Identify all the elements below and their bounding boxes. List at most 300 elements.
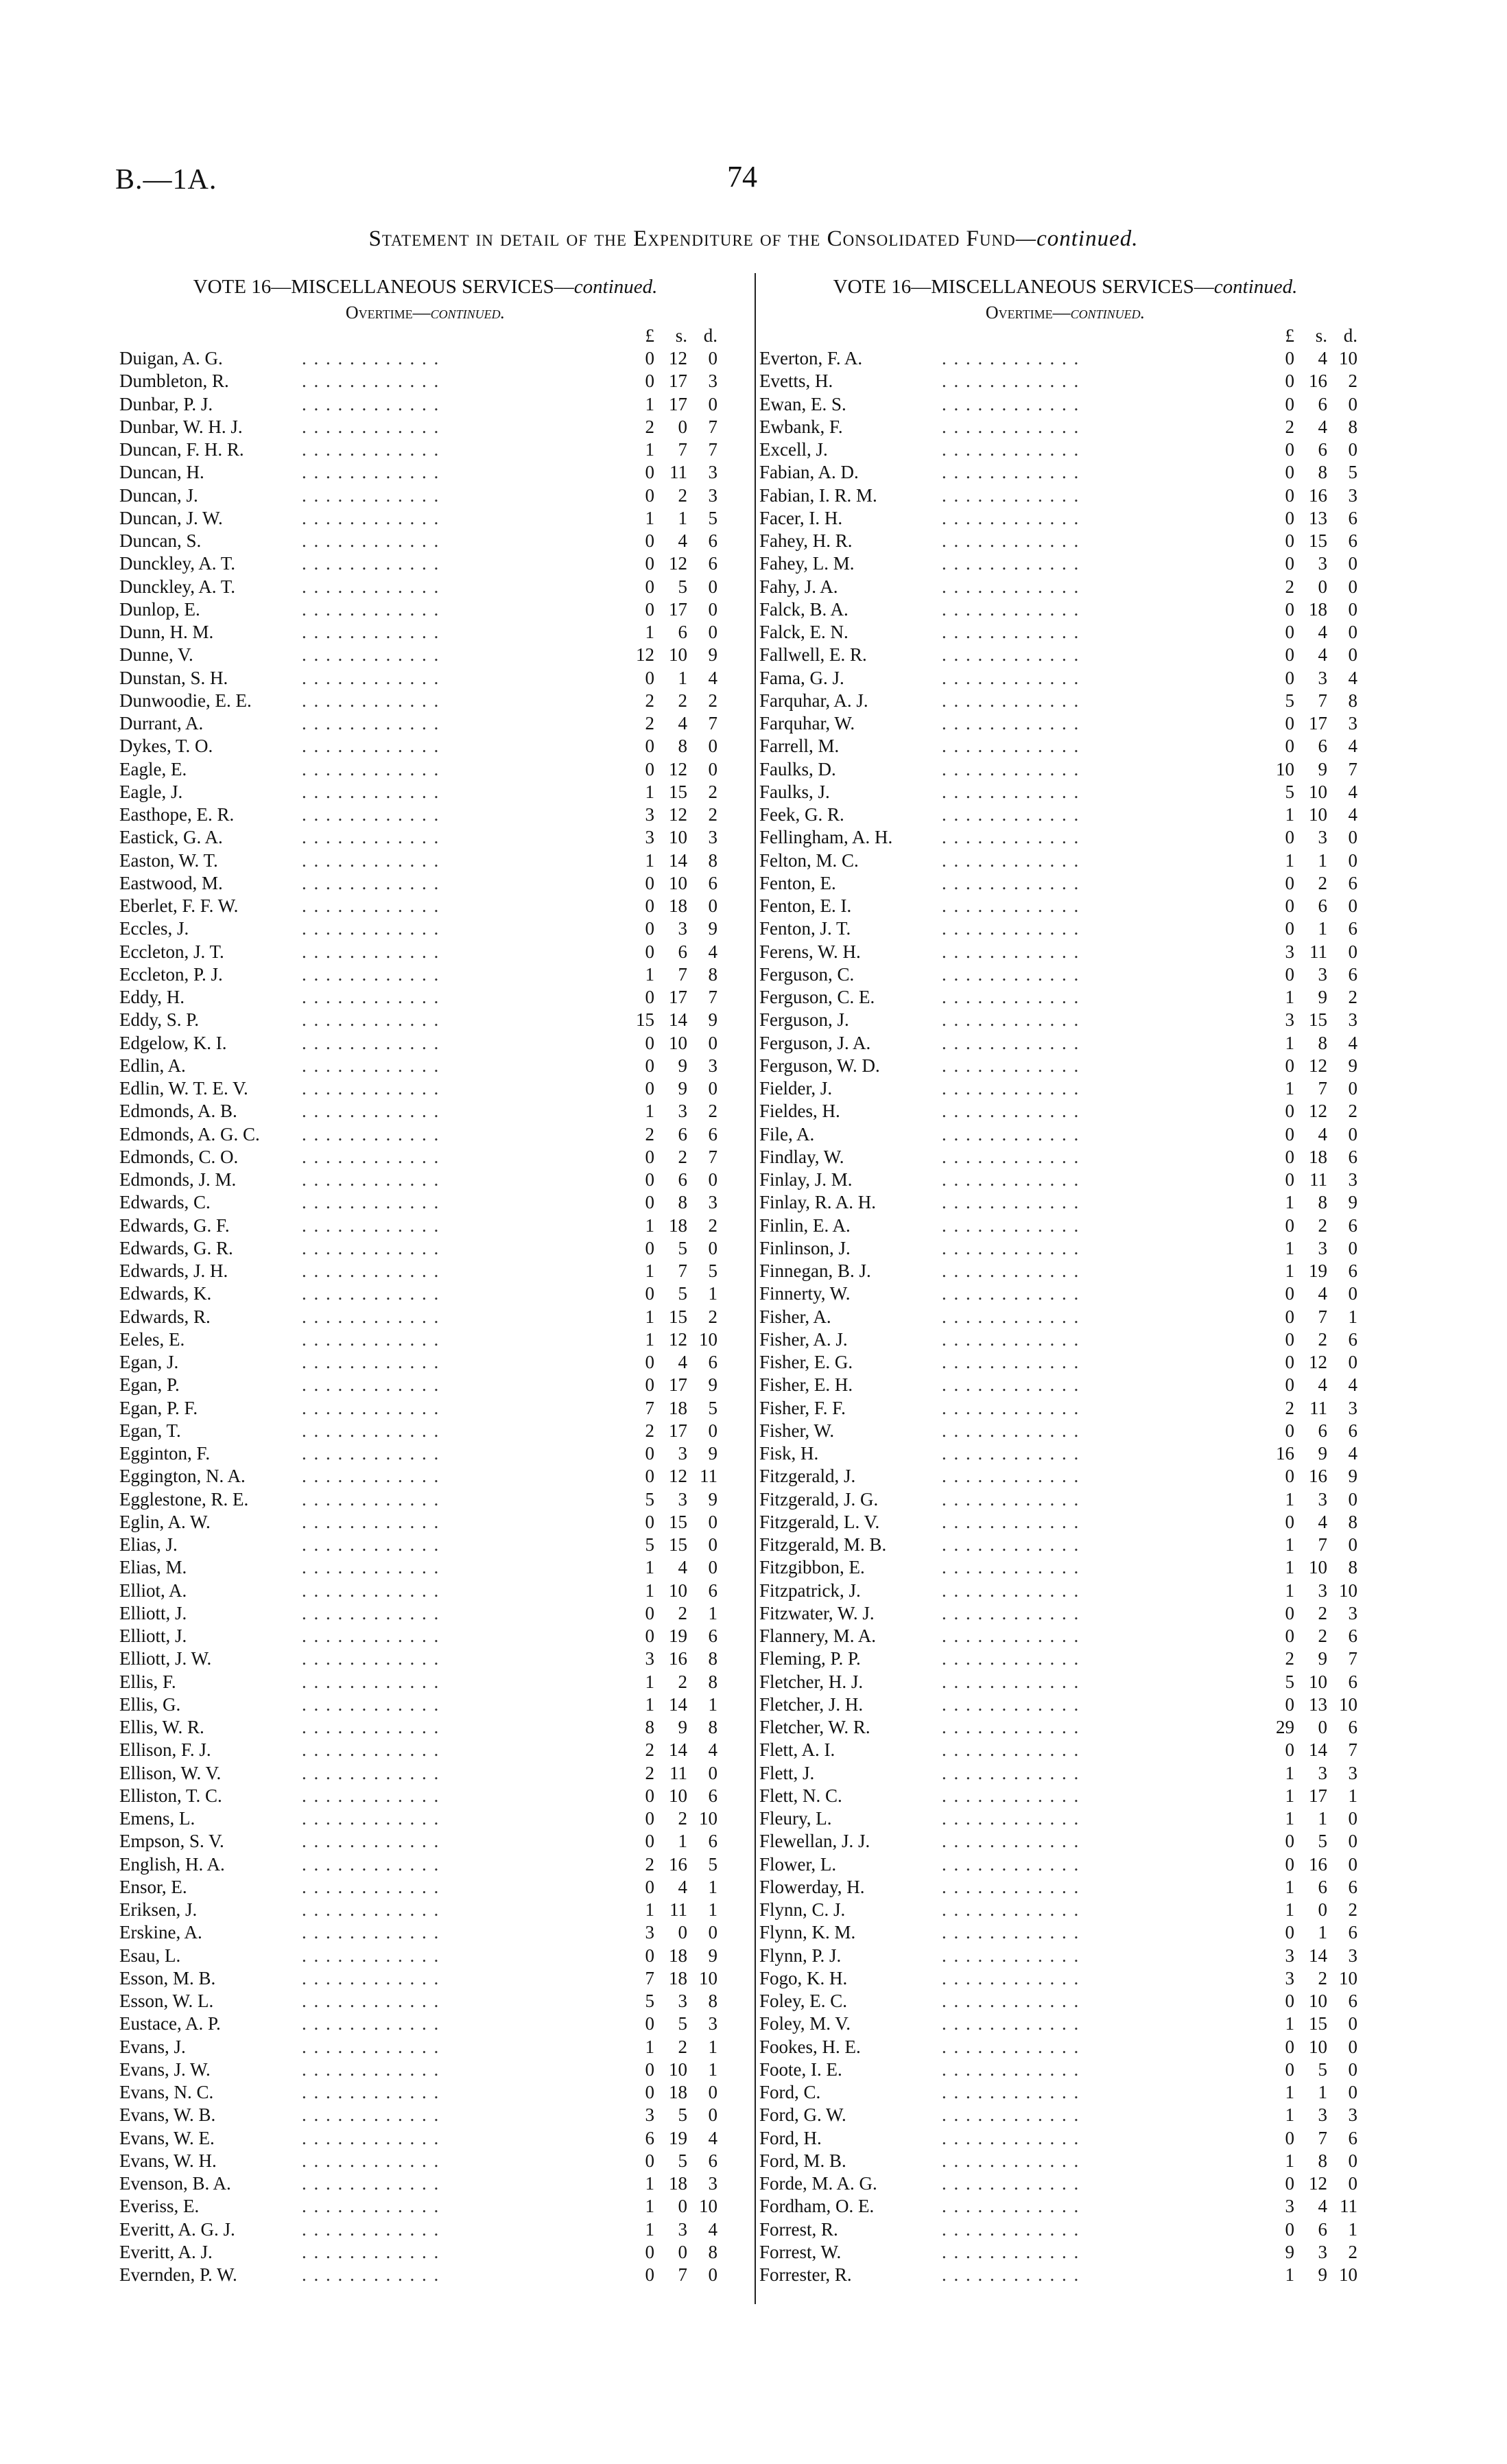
payee-name: Ferguson, C. E. <box>759 987 875 1007</box>
amount-shillings: 12 <box>1309 1055 1327 1076</box>
amount-shillings: 7 <box>1318 1306 1327 1327</box>
amount-shillings: 1 <box>1318 2082 1327 2102</box>
amount-pence: 9 <box>708 1488 717 1510</box>
amount-pounds: 1 <box>1285 1808 1294 1829</box>
amount-pounds: 1 <box>1285 1534 1294 1555</box>
ledger-row <box>117 1602 734 1625</box>
ledger-row <box>757 2127 1374 2150</box>
ledger-row <box>117 1693 734 1716</box>
amount-pence: 7 <box>708 713 717 734</box>
amount-pence: 8 <box>708 1991 717 2011</box>
amount-shillings: 11 <box>669 1762 687 1783</box>
amount-pounds: 2 <box>645 1123 654 1145</box>
ledger-row <box>117 1282 734 1305</box>
amount-pence: 3 <box>708 2013 717 2034</box>
payee-name: Elliott, J. W. <box>119 1648 212 1669</box>
amount-pence: 9 <box>708 918 717 939</box>
amount-pence: 0 <box>1348 1488 1357 1510</box>
ledger-row <box>757 1442 1374 1465</box>
payee-name: Edgelow, K. I. <box>119 1032 227 1053</box>
amount-pounds: 0 <box>645 1945 654 1966</box>
left-sub-title: Overtime— <box>345 303 431 322</box>
leader-dots: . . . . . . . . . . . . <box>302 1648 440 1669</box>
payee-name: Ford, G. W. <box>759 2104 846 2126</box>
amount-shillings: 17 <box>1309 713 1327 734</box>
amount-pence: 5 <box>1348 462 1357 483</box>
payee-name: Finlinson, J. <box>759 1237 851 1258</box>
ledger-row <box>757 1397 1374 1420</box>
amount-shillings: 8 <box>678 736 687 757</box>
ledger-row <box>757 963 1374 986</box>
amount-pounds: 0 <box>645 530 654 551</box>
amount-pounds: 5 <box>645 1991 654 2011</box>
ledger-row <box>117 2195 734 2218</box>
payee-name: Empson, S. V. <box>119 1831 224 1852</box>
amount-pence: 0 <box>1348 1352 1357 1372</box>
amount-pence: 0 <box>1348 439 1357 460</box>
amount-pounds: 1 <box>645 2196 654 2217</box>
payee-name: Evenson, B. A. <box>119 2173 231 2194</box>
payee-name: Esson, W. L. <box>119 1991 214 2011</box>
amount-pence: 6 <box>708 1352 717 1372</box>
leader-dots: . . . . . . . . . . . . <box>942 1146 1080 1167</box>
payee-name: Edwards, K. <box>119 1283 212 1304</box>
amount-shillings: 5 <box>678 2150 687 2171</box>
ledger-row <box>757 1328 1374 1351</box>
amount-shillings: 2 <box>1318 1215 1327 1236</box>
leader-dots: . . . . . . . . . . . . <box>942 1306 1080 1327</box>
leader-dots: . . . . . . . . . . . . <box>942 1739 1080 1761</box>
leader-dots: . . . . . . . . . . . . <box>942 507 1080 528</box>
leader-dots: . . . . . . . . . . . . <box>942 963 1080 985</box>
ledger-row <box>117 2104 734 2126</box>
amount-pounds: 2 <box>645 416 654 437</box>
amount-pence: 8 <box>708 1717 717 1737</box>
payee-name: Fenton, J. T. <box>759 918 851 939</box>
amount-pence: 11 <box>700 1466 717 1487</box>
payee-name: Eberlet, F. F. W. <box>119 895 239 916</box>
amount-shillings: 8 <box>1318 2150 1327 2171</box>
leader-dots: . . . . . . . . . . . . <box>302 1945 440 1966</box>
ledger-row <box>757 530 1374 552</box>
leader-dots: . . . . . . . . . . . . <box>942 439 1080 460</box>
amount-shillings: 17 <box>669 1420 687 1441</box>
ledger-row <box>117 1990 734 2013</box>
amount-pounds: 7 <box>645 1967 654 1988</box>
amount-pounds: 0 <box>1285 713 1294 734</box>
leader-dots: . . . . . . . . . . . . <box>302 416 440 437</box>
ledger-row <box>757 1785 1374 1807</box>
payee-name: Fleming, P. P. <box>759 1648 861 1669</box>
leader-dots: . . . . . . . . . . . . <box>302 667 440 688</box>
leader-dots: . . . . . . . . . . . . <box>942 1260 1080 1281</box>
amount-pounds: 10 <box>1276 758 1294 779</box>
amount-shillings: 10 <box>1309 781 1327 802</box>
amount-shillings: 3 <box>1318 827 1327 848</box>
payee-name: Evans, W. E. <box>119 2127 215 2148</box>
leader-dots: . . . . . . . . . . . . <box>302 1511 440 1532</box>
leader-dots: . . . . . . . . . . . . <box>942 1169 1080 1190</box>
amount-pence: 1 <box>708 1602 717 1623</box>
payee-name: Esau, L. <box>119 1945 181 1966</box>
payee-name: Ensor, E. <box>119 1876 187 1897</box>
leader-dots: . . . . . . . . . . . . <box>942 1488 1080 1510</box>
amount-shillings: 15 <box>669 1306 687 1327</box>
payee-name: Eddy, H. <box>119 987 185 1007</box>
amount-shillings: 2 <box>1318 1967 1327 1988</box>
leader-dots: . . . . . . . . . . . . <box>942 736 1080 757</box>
amount-pence: 1 <box>1348 1785 1357 1806</box>
amount-pounds: 3 <box>645 804 654 825</box>
ledger-row <box>117 2013 734 2035</box>
amount-shillings: 19 <box>669 1626 687 1646</box>
ledger-row <box>117 2150 734 2172</box>
amount-shillings: 18 <box>669 1397 687 1418</box>
amount-pence: 2 <box>708 1306 717 1327</box>
leader-dots: . . . . . . . . . . . . <box>942 2173 1080 2194</box>
leader-dots: . . . . . . . . . . . . <box>302 1374 440 1396</box>
amount-pounds: 0 <box>1285 393 1294 414</box>
ledger-row <box>117 393 734 416</box>
amount-pence: 9 <box>708 1443 717 1464</box>
leader-dots: . . . . . . . . . . . . <box>302 1032 440 1053</box>
payee-name: Eastick, G. A. <box>119 827 223 848</box>
amount-pounds: 0 <box>645 1169 654 1190</box>
ledger-row <box>117 2081 734 2104</box>
amount-pounds: 5 <box>1285 1671 1294 1692</box>
amount-pence: 0 <box>1348 576 1357 597</box>
amount-shillings: 4 <box>678 1876 687 1897</box>
amount-shillings: 4 <box>1318 1283 1327 1304</box>
amount-pounds: 0 <box>1285 507 1294 528</box>
payee-name: Fisher, F. F. <box>759 1397 846 1418</box>
leader-dots: . . . . . . . . . . . . <box>302 1808 440 1829</box>
amount-pounds: 1 <box>645 393 654 414</box>
ledger-row <box>117 1420 734 1442</box>
payee-name: Ewan, E. S. <box>759 393 846 414</box>
leader-dots: . . . . . . . . . . . . <box>302 1853 440 1875</box>
leader-dots: . . . . . . . . . . . . <box>302 1397 440 1418</box>
leader-dots: . . . . . . . . . . . . <box>302 1123 440 1145</box>
payee-name: Ford, C. <box>759 2082 821 2102</box>
ledger-row <box>757 1306 1374 1328</box>
ledger-row <box>757 461 1374 484</box>
payee-name: Evetts, H. <box>759 371 833 392</box>
payee-name: Ewbank, F. <box>759 416 843 437</box>
amount-pence: 0 <box>1348 2082 1357 2102</box>
amount-pounds: 1 <box>645 1899 654 1920</box>
amount-pounds: 0 <box>1285 348 1294 368</box>
ledger-row <box>757 2241 1374 2264</box>
payee-name: Edmonds, A. B. <box>119 1101 237 1122</box>
leader-dots: . . . . . . . . . . . . <box>302 1762 440 1783</box>
amount-pounds: 0 <box>1285 1831 1294 1852</box>
amount-pence: 0 <box>708 598 717 620</box>
amount-shillings: 16 <box>1309 1466 1327 1487</box>
ledger-row <box>757 552 1374 575</box>
payee-name: Fitzgerald, M. B. <box>759 1534 887 1555</box>
amount-pence: 0 <box>1348 1283 1357 1304</box>
payee-name: Eagle, J. <box>119 781 183 802</box>
amount-shillings: 5 <box>678 1283 687 1304</box>
payee-name: Easton, W. T. <box>119 849 218 871</box>
amount-shillings: 0 <box>678 1922 687 1943</box>
amount-shillings: 12 <box>1309 1101 1327 1122</box>
amount-pence: 6 <box>1348 1215 1357 1236</box>
leader-dots: . . . . . . . . . . . . <box>302 1671 440 1692</box>
ledger-row <box>117 1397 734 1420</box>
amount-pence: 4 <box>1348 1032 1357 1053</box>
leader-dots: . . . . . . . . . . . . <box>302 348 440 368</box>
amount-shillings: 2 <box>678 1146 687 1167</box>
ledger-row <box>117 576 734 598</box>
amount-pence: 0 <box>1348 1078 1357 1099</box>
leader-dots: . . . . . . . . . . . . <box>302 736 440 757</box>
amount-shillings: 9 <box>1318 2264 1327 2285</box>
leader-dots: . . . . . . . . . . . . <box>302 2218 440 2240</box>
ledger-row <box>757 1807 1374 1830</box>
leader-dots: . . . . . . . . . . . . <box>302 2241 440 2262</box>
payee-name: Ellis, W. R. <box>119 1717 204 1737</box>
ledger-row <box>117 484 734 507</box>
amount-shillings: 3 <box>1318 963 1327 985</box>
amount-pounds: 1 <box>645 1260 654 1281</box>
amount-pounds: 0 <box>645 1876 654 1897</box>
amount-pence: 3 <box>708 827 717 848</box>
ledger-row <box>757 1100 1374 1123</box>
amount-pounds: 0 <box>645 1785 654 1806</box>
payee-name: Elliston, T. C. <box>119 1785 222 1806</box>
leader-dots: . . . . . . . . . . . . <box>942 1762 1080 1783</box>
amount-pounds: 0 <box>645 1374 654 1396</box>
amount-shillings: 6 <box>1318 1876 1327 1897</box>
ledger-row <box>117 1830 734 1853</box>
payee-name: Fieldes, H. <box>759 1101 840 1122</box>
ledger-row <box>117 1260 734 1282</box>
leader-dots: . . . . . . . . . . . . <box>302 758 440 779</box>
amount-shillings: 7 <box>1318 2127 1327 2148</box>
amount-pounds: 0 <box>645 2058 654 2080</box>
amount-shillings: 4 <box>1318 622 1327 642</box>
payee-name: Egan, P. F. <box>119 1397 198 1418</box>
amount-pounds: 5 <box>1285 781 1294 802</box>
payee-name: Farrell, M. <box>759 736 840 757</box>
amount-pence: 0 <box>1348 1853 1357 1875</box>
payee-name: Ellison, F. J. <box>119 1739 211 1761</box>
ledger-row <box>757 1146 1374 1169</box>
payee-name: Flannery, M. A. <box>759 1626 876 1646</box>
amount-pence: 0 <box>708 1420 717 1441</box>
amount-pence: 0 <box>1348 895 1357 916</box>
amount-pence: 1 <box>708 1899 717 1920</box>
payee-name: Fallwell, E. R. <box>759 644 867 666</box>
amount-pence: 0 <box>1348 1237 1357 1258</box>
amount-pounds: 2 <box>645 713 654 734</box>
amount-pence: 2 <box>1348 1899 1357 1920</box>
leader-dots: . . . . . . . . . . . . <box>302 1328 440 1350</box>
leader-dots: . . . . . . . . . . . . <box>942 1352 1080 1372</box>
payee-name: Farquhar, W. <box>759 713 855 734</box>
pounds-header: £ <box>1285 325 1294 346</box>
payee-name: Dunwoodie, E. E. <box>119 690 252 711</box>
ledger-row <box>117 1009 734 1031</box>
payee-name: Fama, G. J. <box>759 667 844 688</box>
payee-name: Finnerty, W. <box>759 1283 851 1304</box>
leader-dots: . . . . . . . . . . . . <box>302 484 440 506</box>
ledger-row <box>757 735 1374 758</box>
payee-name: Fahey, H. R. <box>759 530 853 551</box>
leader-dots: . . . . . . . . . . . . <box>942 2104 1080 2126</box>
leader-dots: . . . . . . . . . . . . <box>942 1009 1080 1031</box>
amount-pounds: 1 <box>1285 2150 1294 2171</box>
ledger-row <box>757 2081 1374 2104</box>
amount-pence: 0 <box>708 895 717 916</box>
amount-pence: 4 <box>708 1739 717 1761</box>
payee-name: Finlin, E. A. <box>759 1215 851 1236</box>
payee-name: Fogo, K. H. <box>759 1967 848 1988</box>
amount-pounds: 0 <box>645 895 654 916</box>
amount-shillings: 10 <box>1309 1991 1327 2011</box>
payee-name: Flett, J. <box>759 1762 815 1783</box>
amount-pounds: 1 <box>1285 849 1294 871</box>
ledger-row <box>117 1647 734 1670</box>
amount-pounds: 0 <box>645 1511 654 1532</box>
ledger-row <box>757 1876 1374 1899</box>
leader-dots: . . . . . . . . . . . . <box>942 758 1080 779</box>
amount-shillings: 16 <box>1309 1853 1327 1875</box>
amount-pounds: 0 <box>645 2013 654 2034</box>
ledger-row <box>757 803 1374 826</box>
amount-shillings: 14 <box>669 1009 687 1031</box>
ledger-row <box>117 690 734 712</box>
amount-pence: 5 <box>708 1853 717 1875</box>
amount-pence: 10 <box>699 2196 717 2217</box>
ledger-row <box>757 2036 1374 2058</box>
leader-dots: . . . . . . . . . . . . <box>942 1831 1080 1852</box>
payee-name: Flewellan, J. J. <box>759 1831 870 1852</box>
amount-shillings: 17 <box>1309 1785 1327 1806</box>
amount-pounds: 0 <box>1285 1626 1294 1646</box>
amount-pence: 6 <box>1348 918 1357 939</box>
ledger-row <box>117 552 734 575</box>
leader-dots: . . . . . . . . . . . . <box>942 2036 1080 2057</box>
amount-shillings: 6 <box>1318 2218 1327 2240</box>
payee-name: Fleury, L. <box>759 1808 832 1829</box>
amount-pounds: 0 <box>1285 1420 1294 1441</box>
amount-pounds: 8 <box>645 1717 654 1737</box>
payee-name: Dunne, V. <box>119 644 193 666</box>
amount-shillings: 3 <box>1318 667 1327 688</box>
amount-shillings: 6 <box>678 941 687 962</box>
amount-pounds: 3 <box>645 2104 654 2126</box>
payee-name: Feek, G. R. <box>759 804 844 825</box>
amount-shillings: 2 <box>678 1671 687 1692</box>
amount-shillings: 16 <box>669 1648 687 1669</box>
leader-dots: . . . . . . . . . . . . <box>942 1899 1080 1920</box>
leader-dots: . . . . . . . . . . . . <box>302 1009 440 1031</box>
right-sub-title: Overtime— <box>985 303 1071 322</box>
amount-pounds: 1 <box>645 439 654 460</box>
amount-shillings: 3 <box>678 1101 687 1122</box>
amount-shillings: 15 <box>1309 2013 1327 2034</box>
amount-pounds: 0 <box>645 872 654 893</box>
amount-pounds: 0 <box>645 348 654 368</box>
ledger-row <box>117 872 734 895</box>
amount-shillings: 3 <box>1318 1488 1327 1510</box>
amount-shillings: 1 <box>678 1831 687 1852</box>
amount-pence: 0 <box>1348 2150 1357 2171</box>
ledger-row <box>117 2036 734 2058</box>
amount-shillings: 10 <box>669 827 687 848</box>
amount-pounds: 0 <box>1285 1374 1294 1396</box>
leader-dots: . . . . . . . . . . . . <box>302 781 440 802</box>
payee-name: Ferguson, W. D. <box>759 1055 880 1076</box>
payee-name: Everton, F. A. <box>759 348 863 368</box>
amount-pounds: 7 <box>645 1397 654 1418</box>
ledger-row <box>757 1260 1374 1282</box>
ledger-row <box>757 986 1374 1009</box>
amount-pounds: 0 <box>1285 553 1294 574</box>
ledger-row <box>117 1625 734 1647</box>
amount-shillings: 9 <box>1318 987 1327 1007</box>
ledger-row <box>757 1693 1374 1716</box>
leader-dots: . . . . . . . . . . . . <box>942 2127 1080 2148</box>
ledger-row <box>117 1967 734 1990</box>
payee-name: Elias, J. <box>119 1534 178 1555</box>
leader-dots: . . . . . . . . . . . . <box>302 2036 440 2057</box>
left-entries <box>117 347 734 2286</box>
leader-dots: . . . . . . . . . . . . <box>302 1078 440 1099</box>
payee-name: Esson, M. B. <box>119 1967 216 1988</box>
leader-dots: . . . . . . . . . . . . <box>302 462 440 483</box>
amount-pounds: 29 <box>1276 1717 1294 1737</box>
amount-pounds: 2 <box>645 1739 654 1761</box>
leader-dots: . . . . . . . . . . . . <box>942 667 1080 688</box>
amount-pence: 3 <box>1348 484 1357 506</box>
amount-pence: 6 <box>1348 963 1357 985</box>
amount-pounds: 0 <box>1285 462 1294 483</box>
ledger-row <box>117 1785 734 1807</box>
amount-shillings: 1 <box>1318 1922 1327 1943</box>
amount-pounds: 1 <box>1285 1899 1294 1920</box>
amount-pence: 8 <box>1348 690 1357 711</box>
ledger-row <box>757 1465 1374 1488</box>
amount-pounds: 0 <box>1285 2173 1294 2194</box>
amount-shillings: 6 <box>1318 439 1327 460</box>
amount-shillings: 0 <box>1318 1899 1327 1920</box>
leader-dots: . . . . . . . . . . . . <box>942 2196 1080 2217</box>
leader-dots: . . . . . . . . . . . . <box>942 1717 1080 1737</box>
ledger-row <box>117 1215 734 1237</box>
amount-pence: 0 <box>708 1557 717 1578</box>
amount-pence: 8 <box>708 1648 717 1669</box>
leader-dots: . . . . . . . . . . . . <box>302 690 440 711</box>
leader-dots: . . . . . . . . . . . . <box>302 2173 440 2194</box>
payee-name: Fitzpatrick, J. <box>759 1580 861 1601</box>
leader-dots: . . . . . . . . . . . . <box>942 530 1080 551</box>
leader-dots: . . . . . . . . . . . . <box>302 598 440 620</box>
ledger-row <box>117 1465 734 1488</box>
amount-pounds: 6 <box>645 2127 654 2148</box>
amount-pounds: 1 <box>645 622 654 642</box>
amount-pence: 2 <box>708 690 717 711</box>
amount-pence: 4 <box>708 941 717 962</box>
ledger-row <box>117 1146 734 1169</box>
payee-name: Finlay, J. M. <box>759 1169 853 1190</box>
amount-pence: 2 <box>708 781 717 802</box>
amount-shillings: 3 <box>678 918 687 939</box>
document-reference: B.—1A. <box>115 164 217 196</box>
